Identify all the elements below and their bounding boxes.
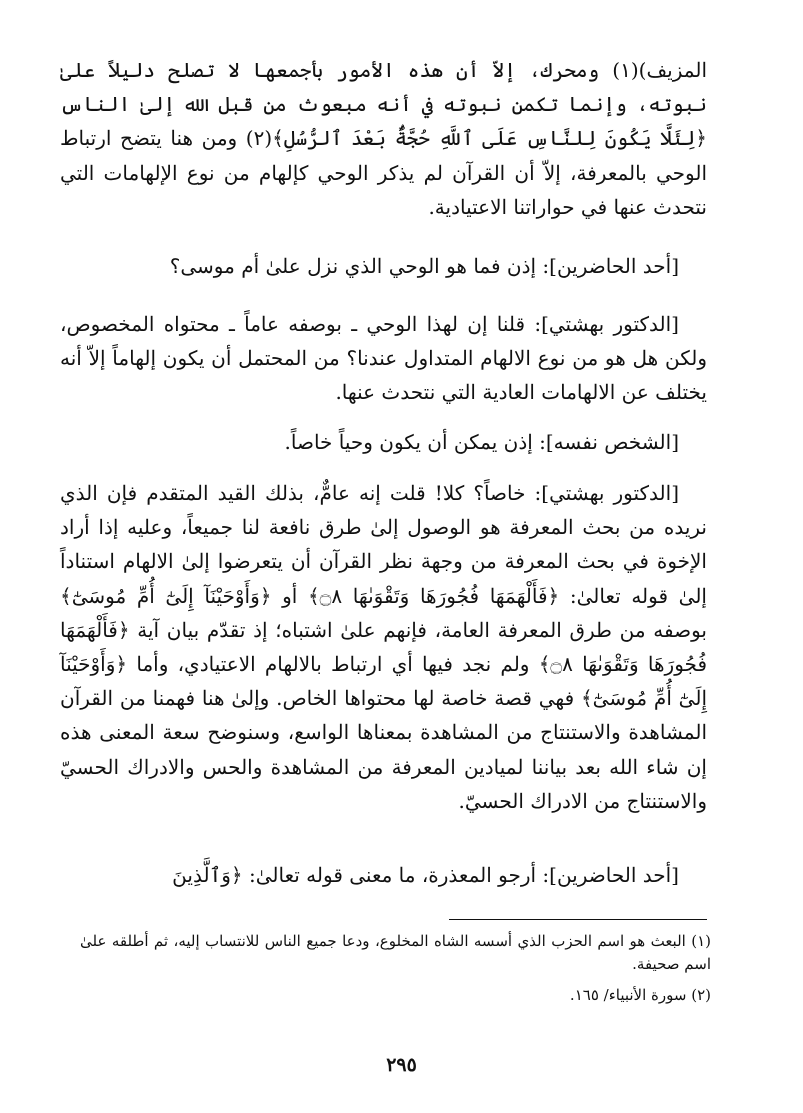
paragraph-4: [الشخص نفسه]: إذن يمكن أن يكون وحياً خاصاً. [284,430,679,454]
paragraph-5: [الدكتور بهشتي]: خاصاً؟ كلا! قلت إنه عامٌّ، بذلك القيد المتقدم فإن الذي نريده من بحث المعرفة هو الوصول إلىٰ طرق نافعة لنا جميعاً، وعليه إذا أراد الإخوة في بحث المعرفة من وجهة نظر القرآن أن يتعرضوا إلىٰ الالهام استناداً إلىٰ قوله تعالىٰ: ﴿فَأَلْهَمَهَا فُجُورَهَا وَتَقْوَىٰهَا ۝٨﴾ أو ﴿وَأَوْحَيْنَآ إِلَىٰٓ أُمِّ مُوسَىٰٓ﴾ بوصفه من طرق المعرفة العامة، فإنهم علىٰ اشتباه؛ إذ تقدّم بيان آية ﴿فَأَلْهَمَهَا فُجُورَهَا وَتَقْوَىٰهَا ۝٨﴾ ولم نجد فيها أي ارتباط بالالهام الاعتيادي، وأما ﴿وَأَوْحَيْنَآ إِلَىٰٓ أُمِّ مُوسَىٰٓ﴾ فهي قصة خاصة لها محتواها الخاص. وإلىٰ هنا فهمنا من القرآن المشاهدة والاستنتاج من المشاهدة بمعناها الواسع، وسنوضح سعة المعنى هذه إن شاء الله بعد بياننا لميادين المعرفة من المشاهدة والحس والادراك الحسيّ والاستنتاج من الادراك الحسيّ. [60,481,708,813]
paragraph-3: [الدكتور بهشتي]: قلنا إن لهذا الوحي ـ بوصفه عاماً ـ محتواه المخصوص، ولكن هل هو من نوع الالهام المتداول عندنا؟ من المحتمل أن يكون إلهاماً إلاّ أنه يختلف عن الالهامات العادية التي نتحدث عنها. [60,312,707,405]
paragraph-1: المزيف)(١) ومحرك، إلاّ أن هذه الأمور بأجمعها لا تصلح دليلاً علىٰ نبوته، وإنما تكمن نبوته في أنه مبعوث من قبل الله إلىٰ الناس ﴿لِئَلَّا يَكُونَ لِلنَّاسِ عَلَى ٱللَّهِ حُجَّةٌۢ بَعْدَ ٱلرُّسُلِ﴾(٢) ومن هنا يتضح ارتباط الوحي بالمعرفة، إلاّ أن القرآن لم يذكر الوحي كإلهام من نوع الإلهامات التي نتحدث عنها في حواراتنا الاعتيادية. [60,58,707,219]
footnote-1: (١) البعث هو اسم الحزب الذي أسسه الشاه المخلوع، ودعا جميع الناس للانتساب إليه، ثم أطلقه علىٰ اسم صحيفة. [80,932,711,973]
page-number: ٢٩٥ [386,1054,417,1076]
paragraph-2: [أحد الحاضرين]: إذن فما هو الوحي الذي نزل علىٰ أم موسى؟ [169,254,679,278]
footnote-separator [449,919,707,920]
paragraph-6: [أحد الحاضرين]: أرجو المعذرة، ما معنى قوله تعالىٰ: ﴿وَٱلَّذِينَ [172,863,679,887]
footnote-2: (٢) سورة الأنبياء/ ١٦٥. [569,986,711,1004]
